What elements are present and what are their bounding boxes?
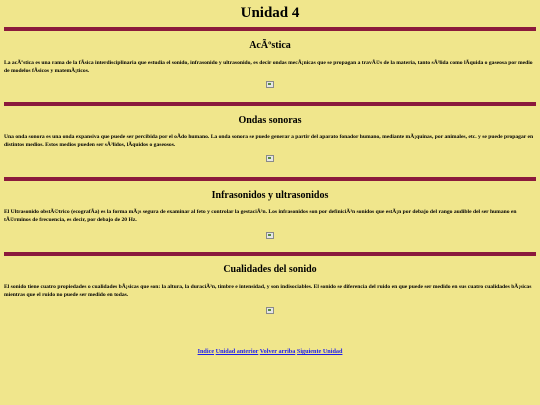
section-acustica [0, 40, 540, 88]
section-ondas-sonoras [0, 115, 540, 162]
section-text: El Ultrasonido obstÃ©trico (ecografÃa) es la forma mÃ¡s segura de examinar al feto y controlar la gestaciÃ³n. Los infrasonidos son por definiciÃ³n sonidos que estÃ¡n por debajo del rango audible del ser humano en tÃ©rminos de frecuencia, es decir, por debajo de 20 Hz. [4, 209, 517, 223]
section-divider [4, 27, 536, 31]
section-title: AcÃºstica [249, 40, 291, 51]
section-text: El sonido tiene cuatro propiedades o cualidades bÃ¡sicas que son: la altura, la duraciÃ³n, timbre e intensidad, y son indisociables. El sonido se diferencia del ruido en que puede ser medido en sus cuatro cualidades bÃ¡sicas mientras que el ruido no puede ser medido en todas. [4, 284, 532, 298]
broken-image-icon [266, 232, 274, 239]
footer-nav [0, 348, 540, 355]
page-title: Unidad 4 [240, 5, 300, 21]
nav-link-volver-arriba[interactable]: Volver arriba [259, 348, 296, 355]
broken-image-icon [266, 155, 274, 162]
section-title: Ondas sonoras [238, 115, 302, 126]
section-divider [4, 177, 536, 181]
section-infrasonidos [0, 190, 540, 239]
section-title: Infrasonidos y ultrasonidos [211, 190, 329, 201]
section-divider [4, 252, 536, 256]
section-text: Una onda sonora es una onda expansiva que puede ser percibida por el oÃdo humano. La onda sonora se puede generar a partir del aparato fonador humano, mediante mÃ¡quinas, por animales, etc. y se puede propagar en distintos medios. Estos medios pueden ser sÃ³lidos, lÃquidos o gaseosos. [4, 134, 534, 148]
broken-image-icon [266, 81, 274, 88]
nav-link-indice[interactable]: Indice [197, 348, 215, 355]
section-text: La acÃºstica es una rama de la fÃsica interdisciplinaria que estudia el sonido, infrasonido y ultrasonido, es decir ondas mecÃ¡nicas que se propagan a travÃ©s de la materia, tanto sÃ³lida como lÃquida o gaseosa por medio de modelos fÃsicos y matemÃ¡ticos. [4, 60, 533, 74]
section-divider [4, 102, 536, 106]
broken-image-icon [266, 307, 274, 314]
nav-link-unidad-anterior[interactable]: Unidad anterior [215, 348, 259, 355]
section-cualidades [0, 264, 540, 314]
nav-link-siguiente-unidad[interactable]: Siguiente Unidad [296, 348, 343, 355]
section-title: Cualidades del sonido [223, 264, 317, 275]
